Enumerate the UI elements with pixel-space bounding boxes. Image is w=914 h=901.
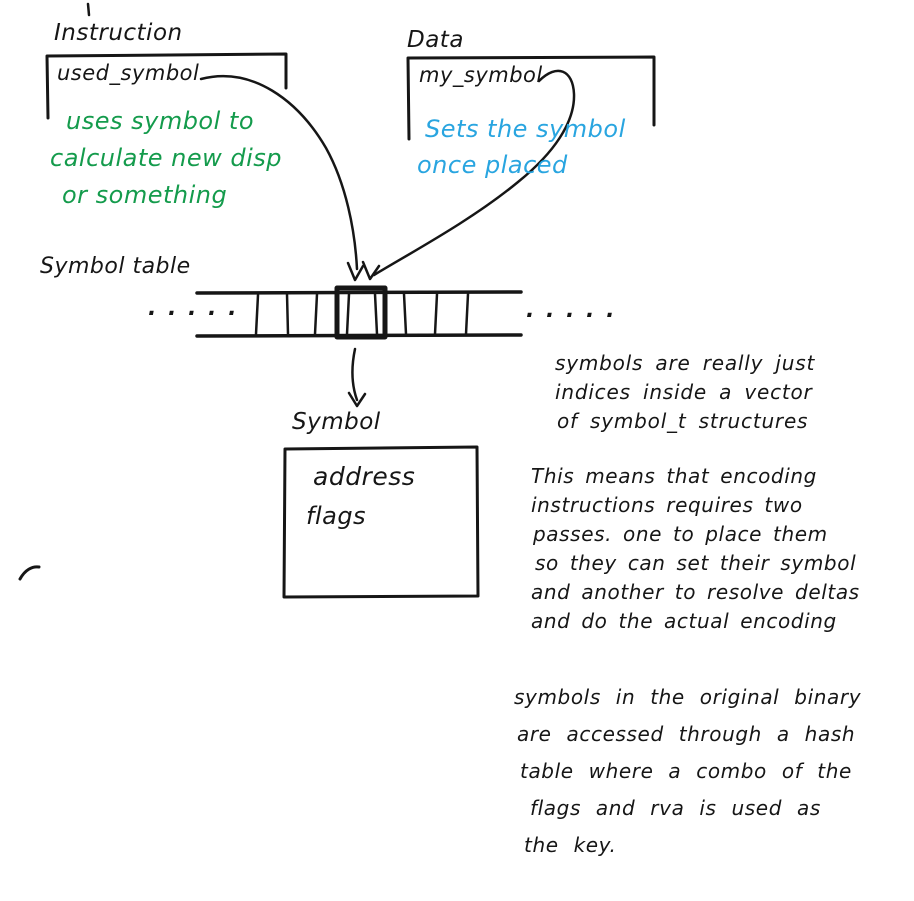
my-symbol-arrowhead <box>363 262 379 279</box>
note-line: passes. one to place them <box>533 522 828 546</box>
symbol-field-address: address <box>313 462 416 491</box>
note-line: and do the actual encoding <box>531 609 837 633</box>
symbol-table-label: Symbol table <box>40 254 191 279</box>
encoding-note <box>531 462 860 636</box>
table-cell-dividers <box>256 294 468 334</box>
table-top-line <box>197 292 521 293</box>
vector-note <box>555 349 815 436</box>
table-ellipsis-left: . . . . . <box>148 296 239 321</box>
note-line: This means that encoding <box>531 464 817 488</box>
note-line: instructions requires two <box>531 493 803 517</box>
table-to-symbol-connector <box>353 349 357 400</box>
used-symbol-arrowhead <box>348 263 363 280</box>
note-line: are accessed through a hash <box>517 722 856 746</box>
note-line: flags and rva is used as <box>530 796 821 820</box>
annotation-line: uses symbol to <box>66 107 255 135</box>
symbol-struct-title: Symbol <box>292 409 381 435</box>
data-section-title: Data <box>407 27 464 53</box>
data-annotation <box>417 111 626 183</box>
stray-mark <box>20 567 39 579</box>
hash-note <box>514 679 861 864</box>
my-symbol-label: my_symbol <box>419 63 543 87</box>
annotation-line: once placed <box>417 151 568 179</box>
symbol-field-flags: flags <box>306 502 367 530</box>
note-line: and another to resolve deltas <box>531 580 860 604</box>
used-symbol-label: used_symbol <box>57 61 200 85</box>
note-line: indices inside a vector <box>555 380 813 404</box>
note-line: table where a combo of the <box>520 759 852 783</box>
annotation-line: Sets the symbol <box>425 115 626 143</box>
annotation-line: calculate new disp <box>50 144 283 172</box>
tick-mark <box>88 4 89 15</box>
instruction-annotation <box>50 103 282 214</box>
instruction-section-title: Instruction <box>54 20 183 46</box>
note-line: the key. <box>524 833 617 857</box>
note-line: so they can set their symbol <box>535 551 857 575</box>
annotation-line: or something <box>62 181 228 209</box>
note-line: symbols are really just <box>555 351 816 375</box>
note-line: of symbol_t structures <box>557 409 809 433</box>
note-line: symbols in the original binary <box>514 685 862 709</box>
table-ellipsis-right: . . . . . <box>526 298 617 323</box>
